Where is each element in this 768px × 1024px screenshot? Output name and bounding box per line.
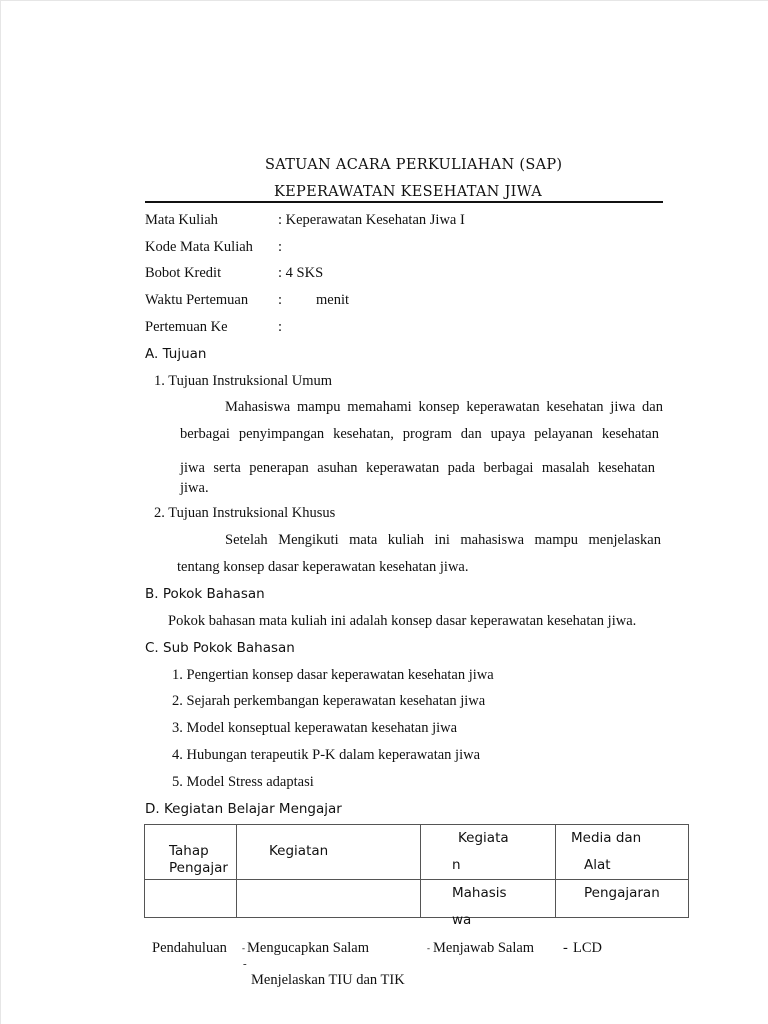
row-student-activity: Menjawab Salam	[433, 940, 535, 956]
tiu-line-2: berbagai penyimpangan kesehatan, program dan upaya pelayanan kesehatan	[180, 426, 659, 442]
title-underline	[145, 201, 663, 203]
table-row: Mahasis wa Pengajaran	[145, 880, 689, 918]
document-title: SATUAN ACARA PERKULIAHAN (SAP)	[265, 157, 563, 173]
tiu-line-3: jiwa serta penerapan asuhan keperawatan pada berbagai masalah kesehatan	[180, 460, 655, 476]
document-subtitle: KEPERAWATAN KESEHATAN JIWA	[274, 184, 542, 200]
kbm-table	[144, 824, 689, 928]
info-value-mata-kuliah: : Keperawatan Kesehatan Jiwa I	[278, 212, 465, 228]
info-label-kode: Kode Mata Kuliah	[145, 239, 253, 255]
tik-line-1: Setelah Mengikuti mata kuliah ini mahasiswa mampu menjelaskan	[225, 532, 661, 548]
info-value-kode: :	[278, 239, 283, 255]
sub-topic-item: 3. Model konseptual keperawatan kesehatan jiwa	[172, 720, 458, 736]
tiu-line-1: Mahasiswa mampu memahami konsep keperawatan kesehatan jiwa dan	[225, 399, 663, 415]
info-label-waktu: Waktu Pertemuan	[145, 292, 249, 308]
info-value-pertemuan: :	[278, 319, 283, 335]
section-c-heading: C. Sub Pokok Bahasan	[145, 640, 295, 656]
bullet-dash: -	[243, 958, 247, 970]
tik-line-2: tentang konsep dasar keperawatan kesehatan jiwa.	[177, 559, 469, 575]
sub-topic-item: 2. Sejarah perkembangan keperawatan kesehatan jiwa	[172, 693, 486, 709]
info-label-mata-kuliah: Mata Kuliah	[145, 212, 218, 228]
row-stage-pendahuluan: Pendahuluan	[152, 940, 227, 956]
header-cell-kegiatan-mahasiswa: Kegiata n	[421, 825, 556, 880]
sub-topic-item: 5. Model Stress adaptasi	[172, 774, 314, 790]
info-value-waktu-unit: menit	[316, 292, 350, 308]
header-cell-kegiatan: Kegiatan	[237, 825, 421, 880]
row-media: LCD	[573, 940, 602, 956]
row-activity-2: Menjelaskan TIU dan TIK	[251, 972, 405, 988]
bullet-dash: -	[427, 943, 430, 953]
info-label-pertemuan: Pertemuan Ke	[145, 319, 228, 335]
sub-topic-item: 1. Pengertian konsep dasar keperawatan kesehatan jiwa	[172, 667, 494, 683]
header-cell-media: Media dan Alat	[556, 825, 689, 880]
tiu-title: 1. Tujuan Instruksional Umum	[154, 373, 333, 389]
section-d-heading: D. Kegiatan Belajar Mengajar	[145, 801, 342, 817]
tiu-line-4: jiwa.	[180, 480, 209, 496]
section-b-heading: B. Pokok Bahasan	[145, 586, 265, 602]
table-header-row	[145, 825, 689, 880]
section-a-heading: A. Tujuan	[145, 346, 207, 362]
info-value-waktu: :	[278, 292, 283, 308]
bullet-dash: -	[563, 940, 568, 956]
bullet-dash: -	[242, 943, 245, 953]
row-activity-1: Mengucapkan Salam	[247, 940, 370, 956]
sub-topic-item: 4. Hubungan terapeutik P-K dalam keperawatan jiwa	[172, 747, 481, 763]
info-label-bobot: Bobot Kredit	[145, 265, 222, 281]
tik-title: 2. Tujuan Instruksional Khusus	[154, 505, 336, 521]
header-cell-tahap: Tahap Pengajar	[145, 825, 237, 880]
section-b-text: Pokok bahasan mata kuliah ini adalah konsep dasar keperawatan kesehatan jiwa.	[168, 613, 637, 629]
info-value-bobot: : 4 SKS	[278, 265, 324, 281]
